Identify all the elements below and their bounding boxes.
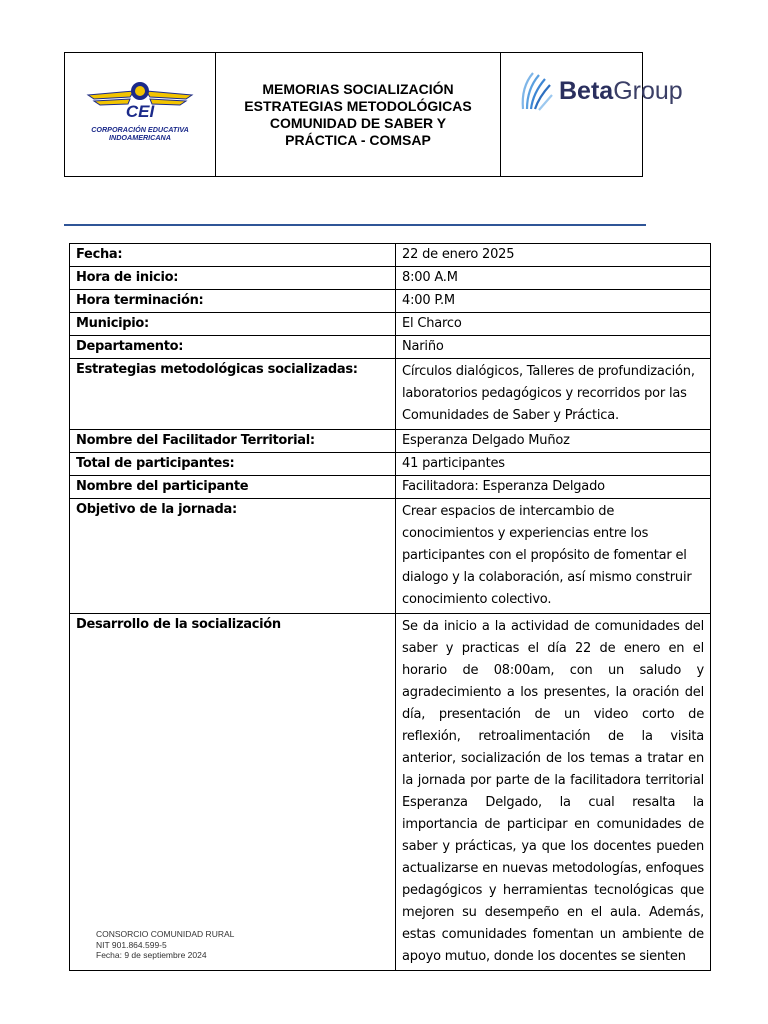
field-label: Hora terminación: (70, 290, 396, 313)
memoria-table (69, 243, 711, 971)
footer-line: Fecha: 9 de septiembre 2024 (96, 950, 207, 960)
field-label: Hora de inicio: (70, 267, 396, 290)
table-row (70, 614, 711, 971)
field-label: Desarrollo de la socialización (70, 614, 396, 971)
title-cell (216, 53, 501, 176)
footer-line: CONSORCIO COMUNIDAD RURAL (96, 929, 235, 939)
field-label: Total de participantes: (70, 453, 396, 476)
header-divider (64, 224, 646, 226)
title-line: ESTRATEGIAS METODOLÓGICAS (244, 97, 472, 114)
title-line: COMUNIDAD DE SABER Y (269, 114, 447, 131)
field-value: Se da inicio a la actividad de comunidades del saber y practicas el día 22 de enero en el horario de 08:00am, con un saludo y agradecimiento a los presentes, la oración del día, presentación de un video corto de reflexión, retroalimentación de la visita anterior, socialización de los temas a tratar en la jornada por parte de la facilitadora territorial Esperanza Delgado, la cual resalta la importancia de participar en comunidades de saber y prácticas, ya que los docentes pueden actualizarse en nuevas metodologías, enfoques pedagógicos y herramientas tecnológicas que mejoren su desempeño en el aula. Además, estas comunidades fomentan un ambiente de apoyo mutuo, donde los docentes se sienten (396, 614, 711, 971)
field-value: 4:00 P.M (396, 290, 711, 313)
svg-text:INDOAMERICANA: INDOAMERICANA (109, 132, 171, 142)
field-value: 8:00 A.M (396, 267, 711, 290)
field-label: Fecha: (70, 244, 396, 267)
table-row (70, 290, 711, 313)
table-row (70, 359, 711, 430)
svg-text:CORPORACIÓN EDUCATIVA: CORPORACIÓN EDUCATIVA (91, 124, 189, 134)
field-label: Nombre del participante (70, 476, 396, 499)
document-footer (96, 929, 234, 961)
title-line: PRÁCTICA - COMSAP (285, 131, 431, 148)
table-row (70, 430, 711, 453)
table-row (70, 476, 711, 499)
table-row (70, 244, 711, 267)
field-value: 41 participantes (396, 453, 711, 476)
cei-logo-icon (84, 75, 196, 155)
field-label: Nombre del Facilitador Territorial: (70, 430, 396, 453)
field-value: Esperanza Delgado Muñoz (396, 430, 711, 453)
table-row (70, 453, 711, 476)
beta-group-logo-cell (501, 53, 683, 176)
field-label: Objetivo de la jornada: (70, 499, 396, 614)
field-label: Departamento: (70, 336, 396, 359)
field-value: Círculos dialógicos, Talleres de profundización, laboratorios pedagógicos y recorridos por las Comunidades de Saber y Práctica. (396, 359, 711, 430)
svg-text:CEI: CEI (125, 101, 155, 121)
beta-group-wordmark: BetaGroup (559, 76, 683, 105)
table-row (70, 313, 711, 336)
field-value: Crear espacios de intercambio de conocimientos y experiencias entre los participantes con el propósito de fomentar el dialogo y la colaboración, así mismo construir conocimiento colectivo. (396, 499, 711, 614)
cei-logo-cell (65, 53, 216, 176)
table-row (70, 336, 711, 359)
field-value: Nariño (396, 336, 711, 359)
table-row (70, 499, 711, 614)
field-value: 22 de enero 2025 (396, 244, 711, 267)
beta-swirl-icon (519, 69, 553, 113)
field-value: Facilitadora: Esperanza Delgado (396, 476, 711, 499)
field-label: Estrategias metodológicas socializadas: (70, 359, 396, 430)
field-label: Municipio: (70, 313, 396, 336)
document-title (244, 81, 471, 149)
document-header (64, 52, 683, 177)
table-row (70, 267, 711, 290)
field-value: El Charco (396, 313, 711, 336)
beta-group-logo (519, 67, 719, 115)
title-line: MEMORIAS SOCIALIZACIÓN (262, 80, 454, 97)
footer-line: NIT 901.864.599-5 (96, 939, 167, 950)
